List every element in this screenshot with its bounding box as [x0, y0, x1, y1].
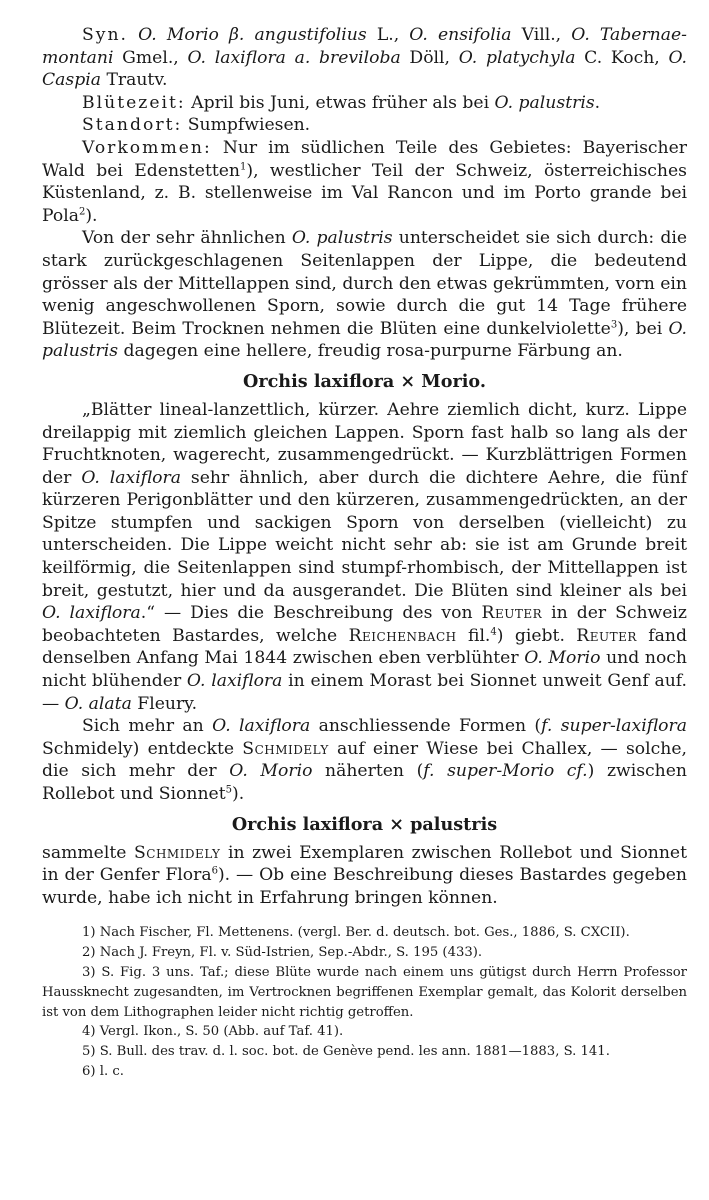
species-name: O. palustris — [494, 92, 595, 113]
synonym: O. ensifolia — [409, 25, 512, 45]
collected-paragraph — [42, 842, 687, 910]
text: sehr ähnlich, aber durch die dichtere Aehre, die fünf kürzeren Perigonblätter und den kürzeren, zusammengedrückten, an der Spitze stumpfen und sackigen Sporn von derselben (vielleicht) zu unterscheiden. Die Lippe weicht nicht sehr ab: sie ist am Grunde breit keilförmig, die Seitenlappen sind stumpf-rhombisch, der Mittellappen ist breit, gestutzt, hier und da ausgerandet. Die Blüten sind kleiner als bei — [42, 467, 688, 601]
schmidely-forms-paragraph — [42, 715, 687, 805]
species-name: O. Morio — [524, 648, 601, 669]
text: ), westlicher Teil der Schweiz, österreichisches Küstenland, z. B. stellenweise im Val Rancon und im Porto grande bei Pola — [42, 160, 687, 226]
vorkommen-label: Vorkommen: — [82, 137, 212, 158]
synonym: O. Morio β. angustifolius — [138, 25, 367, 45]
bluetezeit-paragraph — [42, 92, 687, 115]
text: in einem Morast bei Sionnet unweit Genf auf. — — [42, 671, 688, 714]
text: ). — [232, 784, 245, 804]
footnote: 1) Nach Fischer, Fl. Mettenens. (vergl. Ber. d. deutsch. bot. Ges., 1886, S. CXCII). — [82, 925, 630, 941]
species-name: O. laxiflora — [186, 671, 283, 692]
text: ), bei — [617, 318, 669, 339]
synonym: O. platychyla — [458, 47, 576, 68]
section-heading-laxiflora-palustris: Orchis laxiflora × palustris — [231, 813, 498, 835]
synonym: O. Tabernae-montani — [42, 25, 687, 68]
footnote: 5) S. Bull. des trav. d. l. soc. bot. de Genève pend. les ann. 1881—1883, S. 141. — [82, 1044, 610, 1060]
syn-label: Syn. — [82, 25, 129, 45]
standort-text: Sumpfwiesen. — [187, 115, 311, 136]
species-name: O. laxiflora — [42, 603, 141, 624]
text: fil. — [456, 625, 491, 646]
author: Döll, — [409, 47, 459, 68]
footnotes — [42, 923, 687, 1081]
punct: . — [594, 92, 601, 113]
footnote: 4) Vergl. Ikon., S. 50 (Abb. auf Taf. 41). — [82, 1024, 344, 1040]
synonyms-paragraph — [42, 24, 687, 92]
author: Gmel., — [122, 47, 188, 68]
footnote-ref: 4 — [490, 626, 497, 638]
author-name: Reuter — [576, 625, 637, 646]
bluetezeit-label: Blütezeit: — [82, 92, 186, 113]
footnote-ref: 3 — [610, 318, 618, 330]
text: dagegen eine hellere, freudig rosa-purpurne Färbung an. — [118, 341, 623, 362]
text: Nur im südlichen Teile des Gebietes: Bayerischer Wald bei Edenstetten — [42, 137, 687, 181]
species-name: O. palustris — [291, 228, 393, 249]
footnote-ref: 5 — [225, 784, 232, 796]
description-quote-paragraph — [42, 399, 687, 715]
text: anschliessende Formen ( — [310, 716, 542, 737]
footnote-ref: 2 — [78, 206, 86, 218]
text: in zwei Exemplaren zwischen Rollebot und Sionnet in der Genfer Flora — [42, 842, 688, 886]
synonym: O. laxiflora a. breviloba — [187, 47, 401, 68]
standort-label: Standort: — [82, 115, 183, 136]
text: fand denselben Anfang Mai 1844 zwischen eben verblühter — [42, 625, 687, 669]
author: C. Koch, — [584, 47, 669, 68]
author-name: Reuter — [481, 603, 543, 624]
author: Vill., — [521, 25, 572, 45]
author-name: Schmidely — [133, 842, 221, 863]
footnote-ref: 6 — [211, 865, 218, 877]
text: Fleury. — [131, 693, 198, 714]
standort-paragraph — [42, 114, 687, 137]
text: .“ — Dies die Beschreibung des von — [140, 603, 482, 624]
form-name: f. super-laxiflora — [541, 716, 687, 737]
text: und noch nicht blühender — [42, 648, 687, 692]
footnote-ref: 1 — [240, 160, 247, 172]
author: Trautv. — [106, 70, 168, 91]
synonym: O. Caspia — [42, 47, 687, 91]
footnote-separator — [42, 909, 687, 923]
text: unterscheidet sie sich durch: die stark zurückgeschlagenen Seitenlappen der Lippe, die bedeutend grösser als der Mittellappen sind, durch den etwas gekrümmten, vorn ein wenig angeschwollenen Sporn, sowie durch die gut 14 Tage frühere Blütezeit. Beim Trocknen nehmen die Blüten eine dunkelviolette — [42, 228, 687, 339]
footnote: 6) l. c. — [82, 1063, 124, 1079]
text: in der Schweiz beobachteten Bastardes, welche — [42, 603, 687, 646]
text: ). — Ob eine Beschreibung dieses Bastardes gegeben wurde, habe ich nicht in Erfahrung bringen können. — [42, 865, 687, 908]
text: Von der sehr ähnlichen — [82, 228, 292, 249]
species-name: O. palustris — [42, 318, 687, 362]
text: ) zwischen Rollebot und Sionnet — [42, 761, 687, 804]
author-name: Schmidely — [242, 738, 329, 759]
species-name: O. alata — [64, 693, 132, 714]
text: Schmidely) entdeckte — [42, 738, 243, 759]
vorkommen-paragraph — [42, 137, 687, 227]
bluetezeit-text: April bis Juni, etwas früher als bei — [191, 92, 495, 113]
form-name: f. super-Morio cf. — [423, 761, 588, 782]
text: Sich mehr an — [82, 716, 213, 737]
author-name: Reichenbach — [348, 625, 457, 646]
text: „Blätter lineal-lanzettlich, kürzer. Aehre ziemlich dicht, kurz. Lippe dreilappig mit ziemlich gleichen Lappen. Sporn fast halb so lang als der Fruchtknoten, wagerecht, zusammengedrückt. — Kurzblättrigen Formen der — [42, 399, 687, 488]
palustris-comparison-paragraph — [42, 227, 687, 363]
text: ) giebt. — [496, 625, 577, 646]
species-name: O. laxiflora — [81, 467, 181, 488]
species-name: O. Morio — [229, 761, 313, 782]
text: auf einer Wiese bei Challex, — solche, die sich mehr der — [42, 738, 687, 782]
footnote: 3) S. Fig. 3 uns. Taf.; diese Blüte wurde nach einem uns gütigst durch Herrn Professor Haussknecht zugesandten, im Vertrocknen begriffenen Exemplar gemalt, das Kolorit derselben ist von dem Lithographen leider nicht richtig getroffen. — [42, 964, 687, 1020]
text: näherten ( — [312, 761, 424, 782]
footnote: 2) Nach J. Freyn, Fl. v. Süd-Istrien, Sep.-Abdr., S. 195 (433). — [82, 945, 483, 961]
text: sammelte — [42, 842, 134, 863]
page-body — [42, 24, 687, 1082]
section-heading-laxiflora-morio: Orchis laxiflora × Morio. — [243, 370, 486, 392]
species-name: O. laxiflora — [212, 716, 311, 737]
text: ). — [85, 205, 98, 226]
author: L., — [376, 25, 410, 45]
